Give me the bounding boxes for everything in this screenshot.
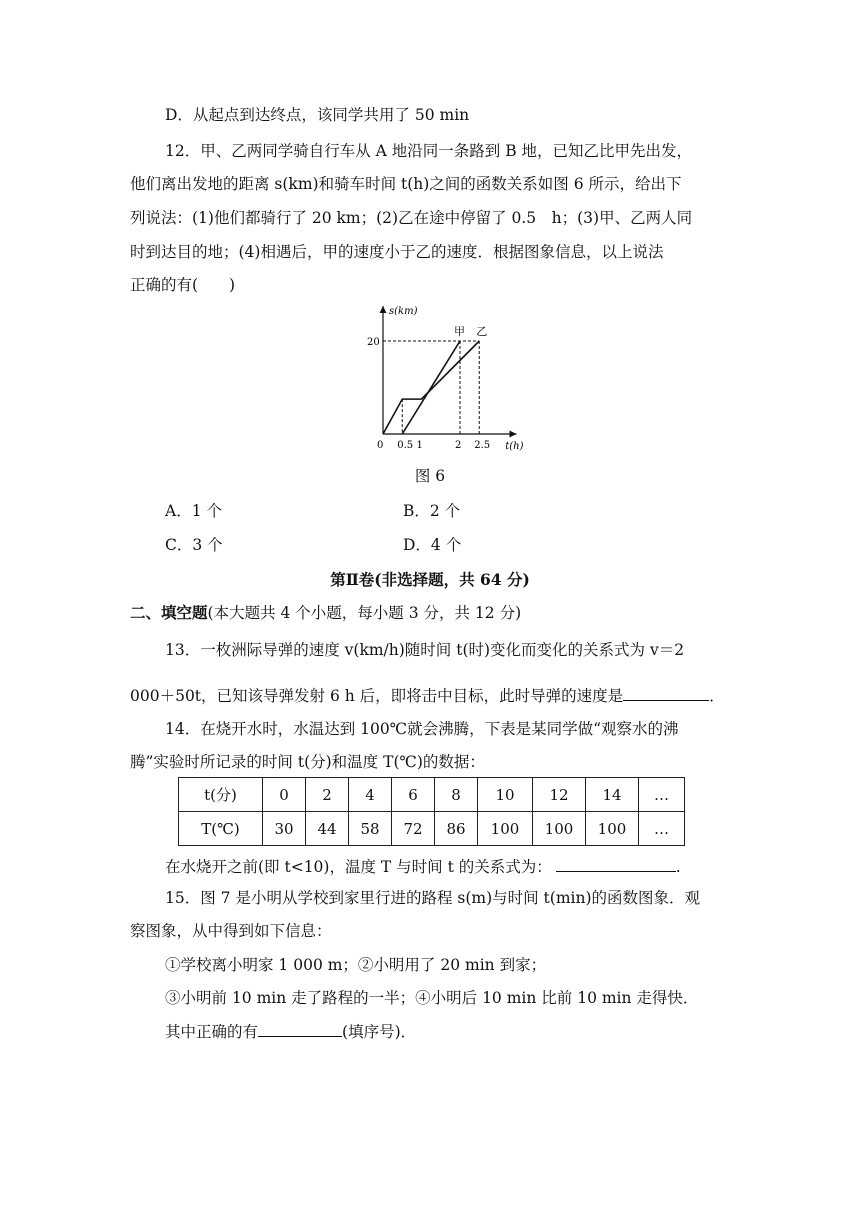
series-label-yi: 乙 (476, 325, 488, 338)
q15-answer-blank[interactable] (258, 1022, 342, 1037)
q15-line-4: ③小明前 10 min 走了路程的一半；④小明后 10 min 比前 10 min 走得快． (165, 989, 699, 1007)
q13-line-2 (130, 686, 725, 706)
q14-line-3-end: . (675, 858, 681, 876)
section-2-heading-bold: 二、填空题 (130, 603, 208, 622)
q12-option-d: D．4 个 (403, 536, 462, 554)
q14-line-3 (165, 857, 735, 877)
q13-line-2-end: ． (709, 687, 725, 705)
q14-answer-blank[interactable] (556, 857, 676, 872)
q12-option-b: B．2 个 (403, 502, 461, 520)
q11-option-d: D．从起点到达终点，该同学共用了 50 min (165, 106, 470, 124)
x-tick-label: 0.5 (397, 440, 414, 451)
q15-line-5-start: 其中正确的有 (165, 1023, 259, 1041)
q15-line-5-end: (填序号)． (342, 1023, 417, 1041)
x-axis-label: t(h) (505, 441, 524, 452)
x-tick-label: 0 (377, 440, 384, 451)
table-cell: 100 (478, 812, 533, 846)
y-tick-label: 20 (367, 337, 380, 348)
x-tick-label: 2 (455, 440, 462, 451)
table-cell: 14 (586, 778, 639, 812)
q14-line-3-text: 在水烧开之前(即 t<10)，温度 T 与时间 t 的关系式为： (165, 858, 552, 876)
q13-line-2-text: 000＋50t，已知该导弹发射 6 h 后，即将击中目标，此时导弹的速度是 (130, 687, 624, 705)
q15-line-5 (165, 1022, 735, 1042)
table-cell: 72 (392, 812, 435, 846)
table-cell: 44 (306, 812, 349, 846)
table-cell: 8 (435, 778, 478, 812)
q12-line-2: 他们离出发地的距离 s(km)和骑车时间 t(h)之间的函数关系如图 6 所示，给出下 (130, 175, 682, 193)
section-2-title: 第Ⅱ卷(非选择题，共 64 分) (330, 570, 530, 589)
q13-answer-blank[interactable] (623, 686, 709, 701)
section-2-heading-rest: (本大题共 4 个小题，每小题 3 分，共 12 分) (207, 604, 522, 622)
table-cell: 100 (533, 812, 586, 846)
table-cell: 58 (349, 812, 392, 846)
table-cell: 100 (586, 812, 639, 846)
table-row (179, 778, 685, 812)
section-2-heading (130, 603, 700, 623)
q14-line-1: 14．在烧开水时，水温达到 100℃就会沸腾，下表是某同学做“观察水的沸 (165, 720, 679, 738)
q14-line-2: 腾”实验时所记录的时间 t(分)和温度 T(℃)的数据： (130, 753, 485, 771)
q12-option-a: A．1 个 (165, 502, 222, 520)
table-cell: 12 (533, 778, 586, 812)
table-cell: t(分) (179, 778, 263, 812)
q13-line-1: 13．一枚洲际导弹的速度 v(km/h)随时间 t(时)变化而变化的关系式为 v＝2 (165, 641, 685, 659)
q12-line-5: 正确的有( ) (130, 276, 236, 294)
q15-line-1: 15．图 7 是小明从学校到家里行进的路程 s(m)与时间 t(min)的函数图象．观 (165, 889, 701, 907)
q12-line-4: 时到达目的地；(4)相遇后，甲的速度小于乙的速度．根据图象信息，以上说法 (130, 243, 664, 261)
table-cell: … (639, 778, 685, 812)
series-label-jia: 甲 (454, 325, 465, 338)
q15-line-2: 察图象，从中得到如下信息： (130, 922, 332, 940)
q15-line-3: ①学校离小明家 1 000 m；②小明用了 20 min 到家； (165, 956, 547, 974)
figure-6-chart (355, 300, 535, 460)
table-cell: … (639, 812, 685, 846)
x-tick-label: 1 (416, 440, 423, 451)
figure-6-caption: 图 6 (414, 467, 446, 485)
y-axis-label: s(km) (389, 306, 418, 317)
q12-option-c: C．3 个 (165, 536, 223, 554)
q14-data-table (178, 777, 685, 846)
table-cell: 30 (263, 812, 306, 846)
series-line-jia (402, 341, 460, 434)
x-tick-label: 2.5 (474, 440, 491, 451)
table-cell: 4 (349, 778, 392, 812)
q12-line-1: 12．甲、乙两同学骑自行车从 A 地沿同一条路到 B 地，已知乙比甲先出发， (165, 142, 693, 160)
table-cell: T(℃) (179, 812, 263, 846)
table-row (179, 812, 685, 846)
table-cell: 10 (478, 778, 533, 812)
q12-line-3: 列说法：(1)他们都骑行了 20 km；(2)乙在途中停留了 0.5 h；(3)甲、乙两人同 (130, 209, 693, 227)
table-cell: 2 (306, 778, 349, 812)
table-cell: 6 (392, 778, 435, 812)
table-cell: 0 (263, 778, 306, 812)
table-cell: 86 (435, 812, 478, 846)
